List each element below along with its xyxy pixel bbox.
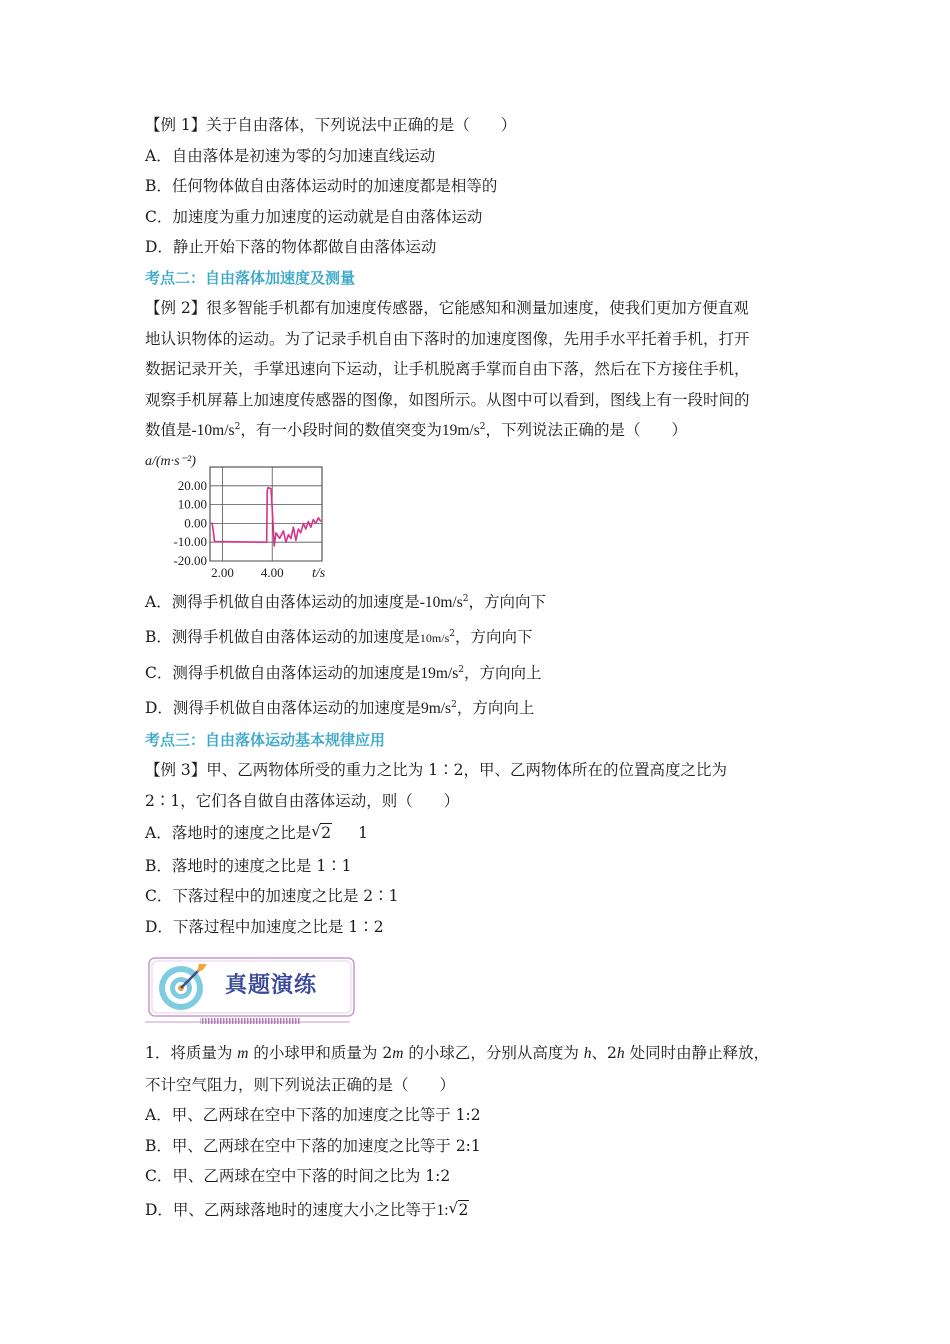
example-1-question: 【例 1】关于自由落体，下列说法中正确的是（ ）: [145, 116, 517, 134]
option-text: ，方向向上: [456, 699, 535, 717]
text: 的小球甲和质量为 2: [248, 1044, 393, 1062]
example-3-line-1: 【例 3】甲、乙两物体所受的重力之比为 1∶2，甲、乙两物体所在的位置高度之比为: [145, 761, 727, 779]
series-line: [212, 487, 321, 545]
option-text: ，方向向下: [468, 592, 547, 611]
x-tick-label: 4.00: [260, 564, 284, 580]
banner-stripes: [200, 1018, 300, 1024]
exponent: 2: [449, 629, 455, 639]
option-value: -10m/s: [419, 593, 463, 611]
x-axis-label: t/s: [312, 565, 326, 581]
example-2-line-3: 数据记录开关，手掌迅速向下运动，让手机脱离手掌而自由下落，然后在下方接住手机，: [145, 360, 750, 378]
y-tick-label: 10.00: [177, 496, 207, 512]
option-text: B．测得手机做自由落体运动的加速度是: [145, 628, 420, 646]
text: ，有一小段时间的数值突变为: [240, 421, 442, 439]
text: 处同时由静止释放，: [624, 1044, 770, 1062]
section-heading-2: 考点二：自由落体加速度及测量: [145, 268, 356, 287]
example-3-option-a: [145, 818, 805, 849]
example-1-option-d: D．静止开始下落的物体都做自由落体运动: [145, 238, 437, 256]
section-banner: [145, 956, 805, 1030]
radicand: 2: [321, 824, 332, 842]
option-value: 9m/s: [420, 700, 452, 717]
exponent: 2: [458, 664, 465, 675]
option-text: A．测得手机做自由落体运动的加速度是: [145, 592, 420, 611]
exponent: 2: [234, 422, 241, 432]
option-text: D．测得手机做自由落体运动的加速度是: [145, 699, 421, 717]
example-2-line-5: [145, 415, 805, 447]
acceleration-chart-svg: [145, 451, 345, 581]
text: ，下列说法正确的是（ ）: [485, 421, 687, 439]
example-1-option-b: B．任何物体做自由落体运动时的加速度都是相等的: [145, 177, 498, 195]
value-19: 19m/s: [441, 422, 480, 439]
variable-h: h: [616, 1045, 625, 1062]
question-1-option-b: B．甲、乙两球在空中下落的加速度之比等于 2:1: [145, 1136, 481, 1155]
example-2-option-b: [145, 622, 805, 654]
question-1-line-1: [145, 1038, 805, 1070]
banner-title: 真题演练: [225, 973, 318, 998]
x-tick-label: 2.00: [211, 564, 234, 580]
value-minus-10: -10m/s: [191, 422, 235, 439]
example-2-option-c: [145, 658, 805, 690]
document-page: [145, 110, 805, 1226]
option-text: ，方向向上: [464, 663, 542, 682]
sqrt-expression: [311, 818, 332, 849]
variable-m: m: [237, 1045, 249, 1062]
example-3-option-c: C．下落过程中的加速度之比是 2∶1: [145, 887, 399, 905]
option-value: 19m/s: [420, 664, 459, 682]
question-1-line-2: 不计空气阻力，则下列说法正确的是（ ）: [145, 1075, 456, 1094]
exponent: 2: [462, 593, 469, 604]
text: 数值是: [145, 421, 192, 439]
exponent: 2: [479, 422, 486, 432]
y-tick-label: -10.00: [173, 533, 207, 549]
option-text: ，方向向下: [454, 628, 533, 646]
section-heading-3: 考点三：自由落体运动基本规律应用: [145, 730, 386, 749]
radical-sign: √: [311, 822, 321, 840]
question-1-option-d: [145, 1195, 805, 1227]
example-3-option-b: B．落地时的速度之比是 1∶1: [145, 856, 352, 875]
text: 、2: [591, 1044, 617, 1062]
example-1-option-c: C．加速度为重力加速度的运动就是自由落体运动: [145, 207, 483, 226]
example-1-option-a: A．自由落体是初速为零的匀加速直线运动: [145, 146, 436, 165]
example-2-option-a: [145, 587, 805, 619]
variable-h: h: [583, 1045, 592, 1062]
target-icon: [157, 960, 209, 1012]
y-tick-label: 20.00: [177, 477, 207, 493]
ratio-text: 1:: [436, 1201, 449, 1219]
exponent: 2: [451, 700, 457, 710]
plot-frame: [210, 467, 322, 561]
y-axis-label: a/(m·s⁻²): [145, 453, 196, 469]
text: 的小球乙，分别从高度为: [403, 1044, 584, 1062]
example-2-line-1: 【例 2】很多智能手机都有加速度传感器，它能感知和测量加速度，使我们更加方便直观: [145, 299, 749, 317]
y-tick-label: 0.00: [184, 514, 207, 530]
radicand: 2: [458, 1200, 469, 1219]
sqrt-expression: [449, 1195, 470, 1226]
option-text: C．测得手机做自由落体运动的加速度是: [145, 663, 421, 682]
example-2-option-d: [145, 693, 805, 725]
option-text: D．甲、乙两球落地时的速度大小之比等于: [145, 1200, 437, 1219]
variable-m: m: [392, 1045, 404, 1062]
y-tick-label: -20.00: [173, 552, 207, 568]
acceleration-chart: [145, 451, 805, 581]
option-text: A．落地时的速度之比是: [145, 824, 312, 842]
text: 1．将质量为: [145, 1044, 238, 1062]
option-value: 10m/s: [419, 631, 450, 645]
radical-sign: √: [448, 1198, 459, 1217]
example-2-line-4: 观察手机屏幕上加速度传感器的图像，如图所示。从图中可以看到，图线上有一段时间的: [145, 390, 750, 409]
example-3-line-2: 2∶1，它们各自做自由落体运动，则（ ）: [145, 791, 460, 810]
question-1-option-c: C．甲、乙两球在空中下落的时间之比为 1:2: [145, 1167, 451, 1185]
example-3-option-d: D．下落过程中加速度之比是 1∶2: [145, 917, 384, 936]
option-text: 1: [358, 824, 368, 842]
example-2-line-2: 地认识物体的运动。为了记录手机自由下落时的加速度图像，先用手水平托着手机，打开: [145, 329, 750, 348]
question-1-option-a: A．甲、乙两球在空中下落的加速度之比等于 1:2: [145, 1106, 481, 1124]
